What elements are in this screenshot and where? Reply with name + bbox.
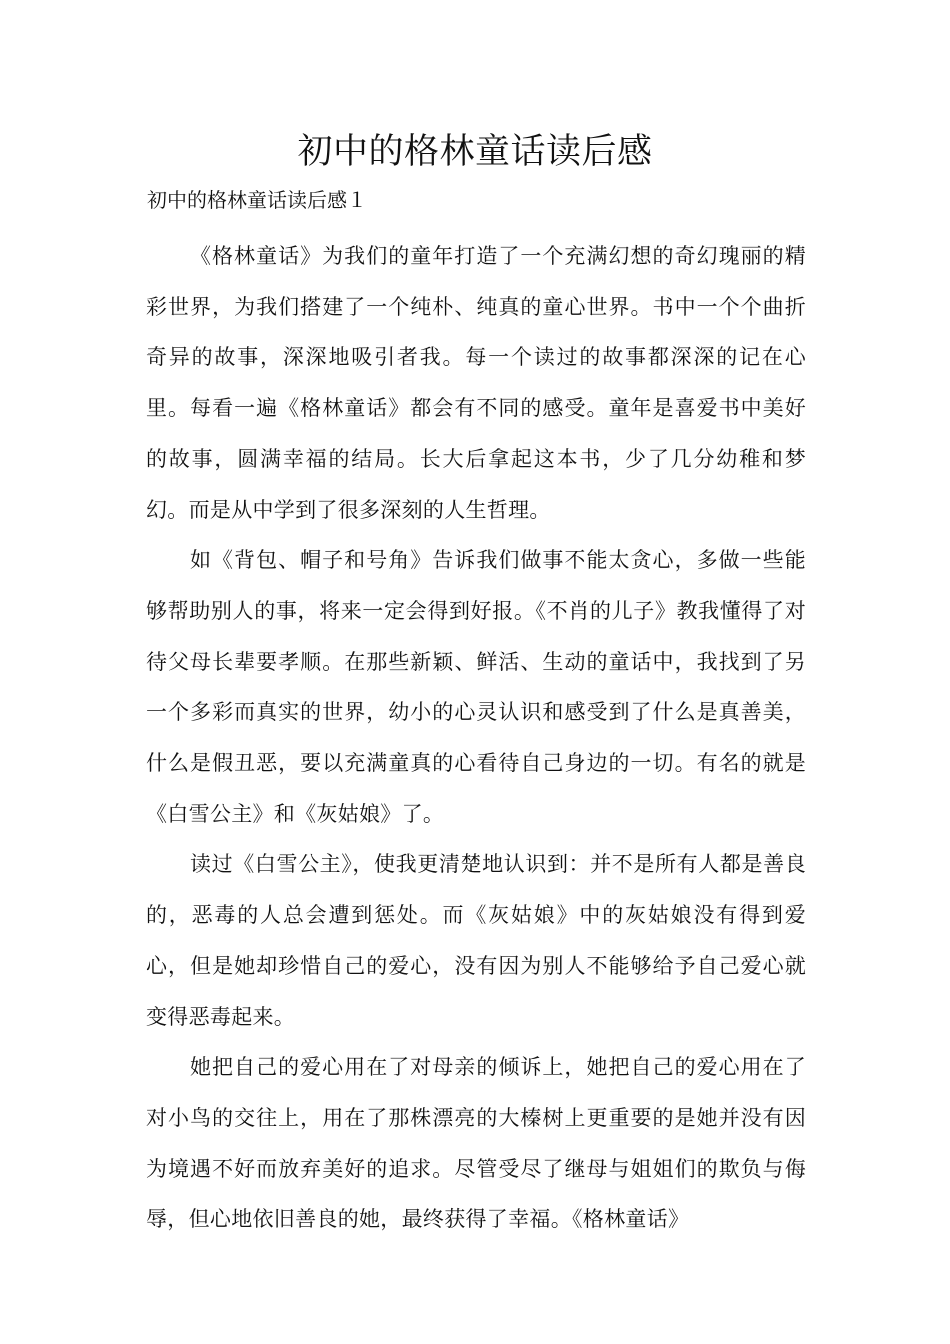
paragraph-1: 《格林童话》为我们的童年打造了一个充满幻想的奇幻瑰丽的精彩世界，为我们搭建了一个纯朴、纯真的童心世界。书中一个个曲折奇异的故事，深深地吸引者我。每一个读过的故事都深深的记在心里。每看一遍《格林童话》都会有不同的感受。童年是喜爱书中美好的故事，圆满幸福的结局。长大后拿起这本书，少了几分幼稚和梦幻。而是从中学到了很多深刻的人生哲理。 [146, 244, 806, 522]
document-subtitle: 初中的格林童话读后感１ [147, 188, 367, 212]
paragraph-3: 读过《白雪公主》，使我更清楚地认识到：并不是所有人都是善良的，恶毒的人总会遭到惩处。而《灰姑娘》中的灰姑娘没有得到爱心，但是她却珍惜自己的爱心，没有因为别人不能够给予自己爱心就变得恶毒起来。 [146, 852, 806, 1029]
paragraph-2: 如《背包、帽子和号角》告诉我们做事不能太贪心，多做一些能够帮助别人的事，将来一定会得到好报。《不肖的儿子》教我懂得了对待父母长辈要孝顺。在那些新颖、鲜活、生动的童话中，我找到了另一个多彩而真实的世界，幼小的心灵认识和感受到了什么是真善美，什么是假丑恶，要以充满童真的心看待自己身边的一切。有名的就是《白雪公主》和《灰姑娘》了。 [146, 548, 806, 826]
document-title: 初中的格林童话读后感 [297, 132, 653, 172]
document-body [146, 231, 806, 1245]
paragraph-4: 她把自己的爱心用在了对母亲的倾诉上，她把自己的爱心用在了对小鸟的交往上，用在了那株漂亮的大榛树上更重要的是她并没有因为境遇不好而放弃美好的追求。尽管受尽了继母与姐姐们的欺负与侮辱，但心地依旧善良的她，最终获得了幸福。《格林童话》 [146, 1055, 806, 1232]
